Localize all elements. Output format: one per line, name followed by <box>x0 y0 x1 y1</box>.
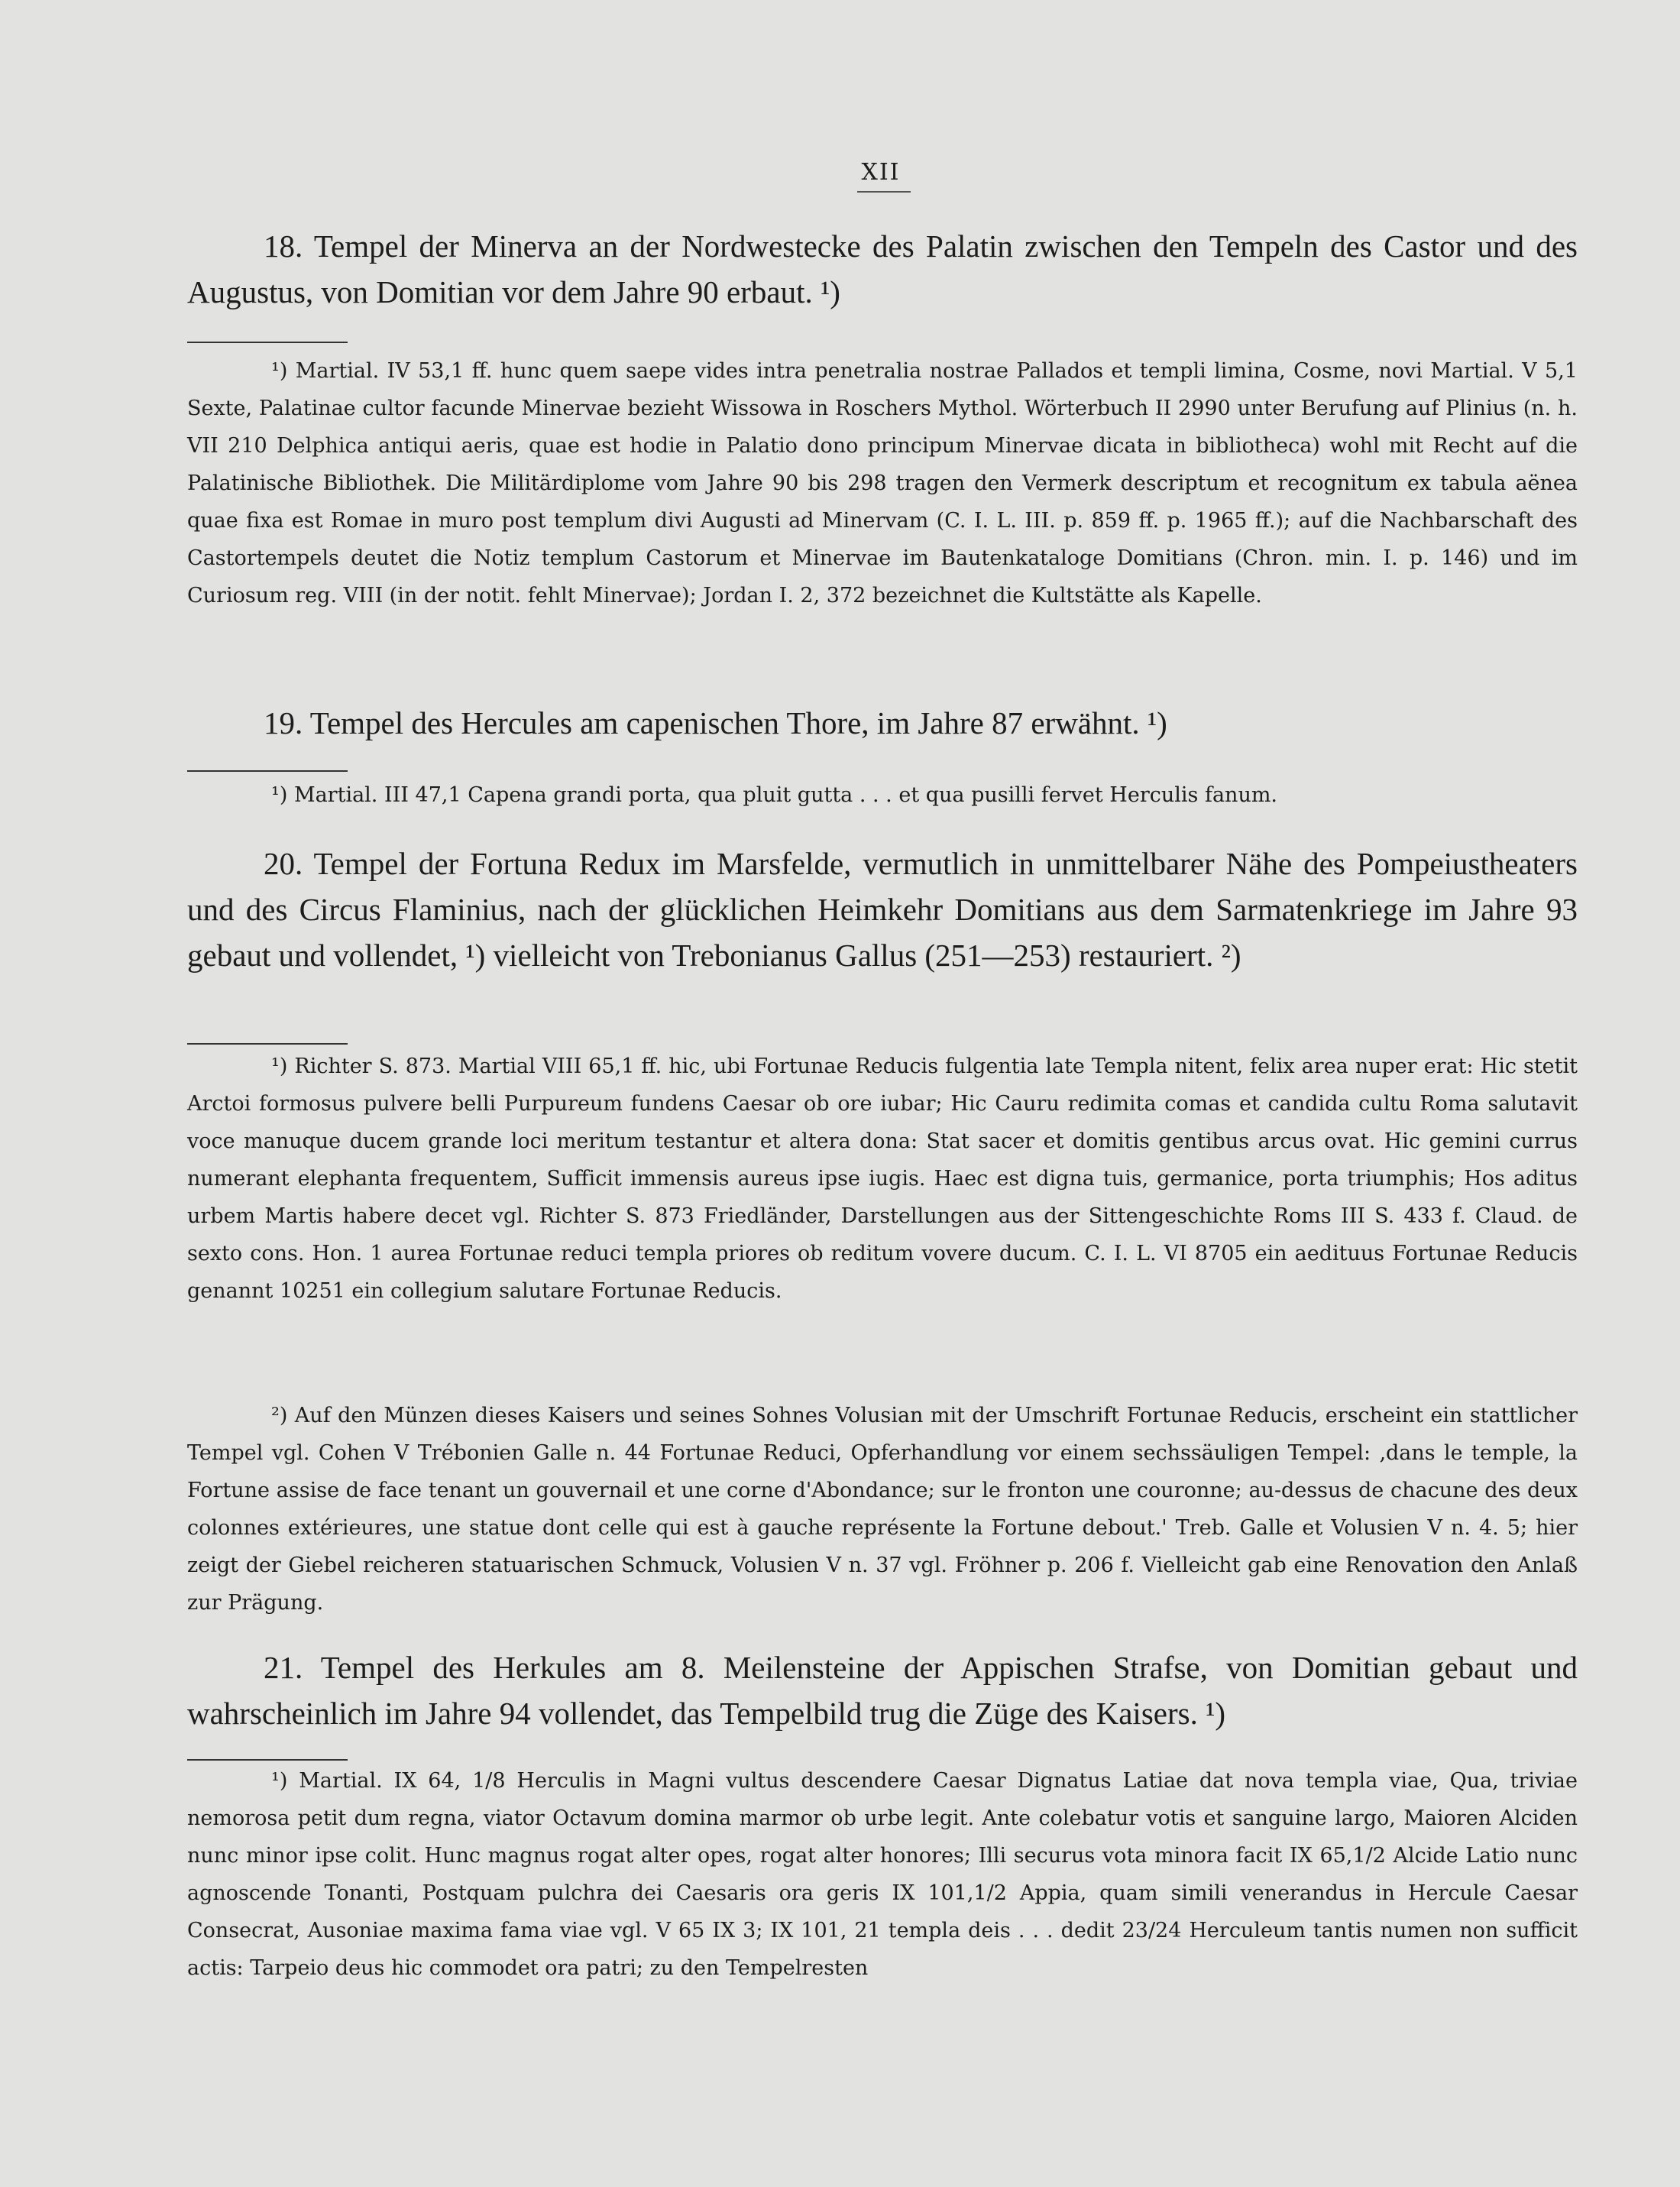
footnote-21-1: ¹) Martial. IX 64, 1/8 Herculis in Magni vultus descendere Caesar Dignatus Latiae dat nova templa viae, Qua, triviae nemorosa petit dum regna, viator Octavum domina marmor ob urbe legit. Ante colebatur votis et sanguine largo, Maioren Alciden nunc minor ipse colit. Hunc magnus rogat alter opes, rogat alter honores; Illi securus vota minora facit IX 65,1/2 Alcide Latio nunc agnoscende Tonanti, Postquam pulchra dei Caesaris ora geris IX 101,1/2 Appia, quam simili venerandus in Hercule Caesar Consecrat, Ausoniae maxima fama viae vgl. V 65 IX 3; IX 101, 21 templa deis . . . dedit 23/24 Herculeum tantis numen non sufficit actis: Tarpeio deus hic commodet ora patri; zu den Tempelresten <box>187 1769 1578 1980</box>
page-number-rule <box>857 191 911 193</box>
footnote-20-1: ¹) Richter S. 873. Martial VIII 65,1 ff. hic, ubi Fortunae Reducis fulgentia late Templa nitent, felix area nuper erat: Hic stetit Arctoi formosus pulvere belli Purpureum fundens Caesar ob ore iubar; Hic Cauru redimita comas et candida cultu Roma salutavit voce manuque ducem grande loci meritum testantur et altera dona: Stat sacer et domitis gentibus arcus ovat. Hic gemini currus numerant elephanta frequentem, Sufficit immensis aureus ipse iugis. Haec est digna tuis, germanice, porta triumphis; Hos aditus urbem Martis habere decet vgl. Richter S. 873 Friedländer, Darstellungen aus der Sittengeschichte Roms III S. 433 f. Claud. de sexto cons. Hon. 1 aurea Fortunae reduci templa priores ob reditum vovere ducum. C. I. L. VI 8705 ein aedituus Fortunae Reducis genannt 10251 ein collegium salutare Fortunae Reducis. <box>187 1055 1578 1303</box>
footnote-18-1: ¹) Martial. IV 53,1 ff. hunc quem saepe vides intra penetralia nostrae Pallados et templi limina, Cosme, novi Martial. V 5,1 Sexte, Palatinae cultor facunde Minervae bezieht Wissowa in Roschers Mythol. Wörterbuch II 2990 unter Berufung auf Plinius (n. h. VII 210 Delphica antiqui aeris, quae est hodie in Palatio dono principum Minervae dicata in bibliotheca) wohl mit Recht auf die Palatinische Bibliothek. Die Militärdiplome vom Jahre 90 bis 298 tragen den Vermerk descriptum et recognitum ex tabula aënea quae fixa est Romae in muro post templum divi Augusti ad Minervam (C. I. L. III. p. 859 ff. p. 1965 ff.); auf die Nachbarschaft des Castortempels deutet die Notiz templum Castorum et Minervae im Bautenkataloge Domitians (Chron. min. I. p. 146) und im Curiosum reg. VIII (in der notit. fehlt Minervae); Jordan I. 2, 372 bezeichnet die Kultstätte als Kapelle. <box>187 359 1578 608</box>
entry-18: 18. Tempel der Minerva an der Nordwestecke des Palatin zwischen den Tempeln des Castor und des Augustus, von Domitian vor dem Jahre 90 erbaut. ¹) <box>187 228 1578 309</box>
entry-19: 19. Tempel des Hercules am capenischen Thore, im Jahre 87 erwähnt. ¹) <box>264 705 1167 740</box>
footnote-20-2: ²) Auf den Münzen dieses Kaisers und seines Sohnes Volusian mit der Umschrift Fortunae Reducis, erscheint ein stattlicher Tempel vgl. Cohen V Trébonien Galle n. 44 Fortunae Reduci, Opferhandlung vor einem sechssäuligen Tempel: ‚dans le temple, la Fortune assise de face tenant un gouvernail et une corne d'Abondance; sur le fronton une couronne; au-dessus de chacune des deux colonnes extérieures, une statue dont celle qui est à gauche représente la Fortune debout.' Treb. Galle et Volusien V n. 4. 5; hier zeigt der Giebel reicheren statuarischen Schmuck, Volusien V n. 37 vgl. Fröhner p. 206 f. Vielleicht gab eine Renovation den Anlaß zur Prägung. <box>187 1404 1578 1615</box>
entry-21: 21. Tempel des Herkules am 8. Meilensteine der Appischen Strafse, von Domitian gebaut und wahrscheinlich im Jahre 94 vollendet, das Tempelbild trug die Züge des Kaisers. ¹) <box>187 1650 1578 1731</box>
entry-20: 20. Tempel der Fortuna Redux im Marsfelde, vermutlich in unmittelbarer Nähe des Pompeiustheaters und des Circus Flaminius, nach der glücklichen Heimkehr Domitians aus dem Sarmatenkriege im Jahre 93 gebaut und vollendet, ¹) vielleicht von Trebonianus Gallus (251—253) restauriert. ²) <box>187 846 1578 973</box>
footnote-separator <box>187 1043 348 1045</box>
footnote-separator <box>187 770 348 772</box>
footnote-19-1: ¹) Martial. III 47,1 Capena grandi porta, qua pluit gutta . . . et qua pusilli fervet Herculis fanum. <box>271 783 1278 807</box>
footnote-separator <box>187 342 348 343</box>
footnote-separator <box>187 1759 348 1761</box>
page-number: XII <box>861 159 901 186</box>
